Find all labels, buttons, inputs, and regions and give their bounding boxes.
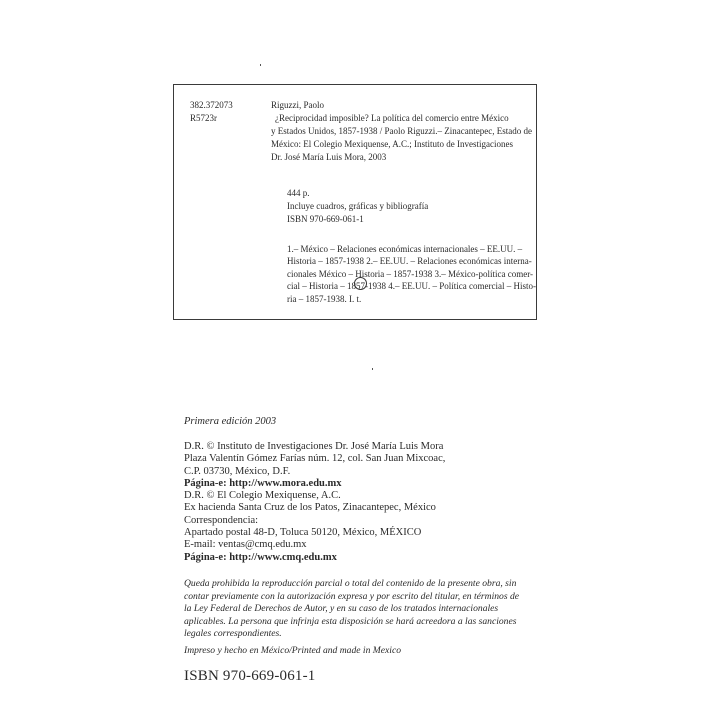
isbn-footer: ISBN 970-669-061-1 [184,668,316,684]
copyright-web-line [184,478,445,490]
copyright-web-line [184,552,445,564]
subject-line: Historia – 1857-1938 2.– EE.UU. – Relaciones económicas interna- [287,256,532,267]
legal-line: Queda prohibida la reproducción parcial o total del contenido de la presente obra, sin [184,578,517,589]
copyright-line: Apartado postal 48-D, Toluca 50120, México, MÉXICO [184,527,422,539]
copyright-line: Correspondencia: [184,514,259,526]
web-label: Página-e: [184,477,227,489]
copyright-line: Plaza Valentín Gómez Farías núm. 12, col. San Juan Mixcoac, [184,453,446,465]
web-label: Página-e: [184,551,227,563]
catalog-title-line: Dr. José María Luis Mora, 2003 [271,152,387,162]
subject-line: 1.– México – Relaciones económicas internacionales – EE.UU. – [287,244,523,254]
copyright-line: Ex hacienda Santa Cruz de los Patos, Zinacantepec, México [184,502,436,514]
catalog-title-line: ¿Reciprocidad imposible? La política del comercio entre México [275,113,509,123]
subject-line: cial – Historia – 1857-1938 4.– EE.UU. – Política comercial – Histo- [287,281,536,292]
copyright-email-line [184,539,445,551]
printed-note: Impreso y hecho en México/Printed and made in Mexico [184,645,402,656]
description-line: ISBN 970-669-061-1 [287,214,364,224]
cmq-web-link[interactable]: http://www.cmq.edu.mx [229,551,337,563]
email-label: E-mail: [184,539,216,551]
legal-line: legales correspondientes. [184,628,282,640]
description-line: 444 p. [287,188,310,198]
copyright-line: D.R. © El Colegio Mexiquense, A.C. [184,490,341,502]
legal-line: la Ley Federal de Derechos de Autor, y en su caso de los tratados internacionales [184,603,499,615]
catalog-title-line: y Estados Unidos, 1857-1938 / Paolo Riguzzi.– Zinacantepec, Estado de [271,126,532,136]
description-line: Incluye cuadros, gráficas y bibliografía [287,201,429,211]
print-speck [372,368,373,370]
copyright-line: C.P. 03730, México, D.F. [184,465,291,477]
subject-line: cionales México – Historia – 1857-1938 3.– México-política comer- [287,268,534,279]
call-number-line: 382.372073 [190,100,233,110]
call-number [190,99,233,125]
copyright-block [184,441,445,564]
legal-line: aplicables. La persona que infrinja esta disposición se hará acreedora a las sanciones [184,615,517,627]
print-speck [260,64,261,66]
copyright-line: D.R. © Instituto de Investigaciones Dr. José María Luis Mora [184,441,444,452]
physical-description [287,187,428,226]
catalog-card [173,84,537,320]
legal-notice [184,578,524,641]
legal-line: contar previamente con la autorización expresa y por escrito del titular, en términos de [184,590,520,602]
subject-line: ria – 1857-1938. I. t. [287,293,362,304]
subject-headings [287,243,536,305]
catalog-entry [271,99,533,164]
card-hole-icon [354,277,367,290]
cmq-email-link[interactable]: ventas@cmq.edu.mx [218,539,307,551]
mora-web-link[interactable]: http://www.mora.edu.mx [229,477,342,489]
catalog-title-line: México: El Colegio Mexiquense, A.C.; Instituto de Investigaciones [271,139,513,149]
edition-note: Primera edición 2003 [184,416,277,427]
catalog-author: Riguzzi, Paolo [271,100,324,110]
call-number-line: R5723r [190,113,217,123]
